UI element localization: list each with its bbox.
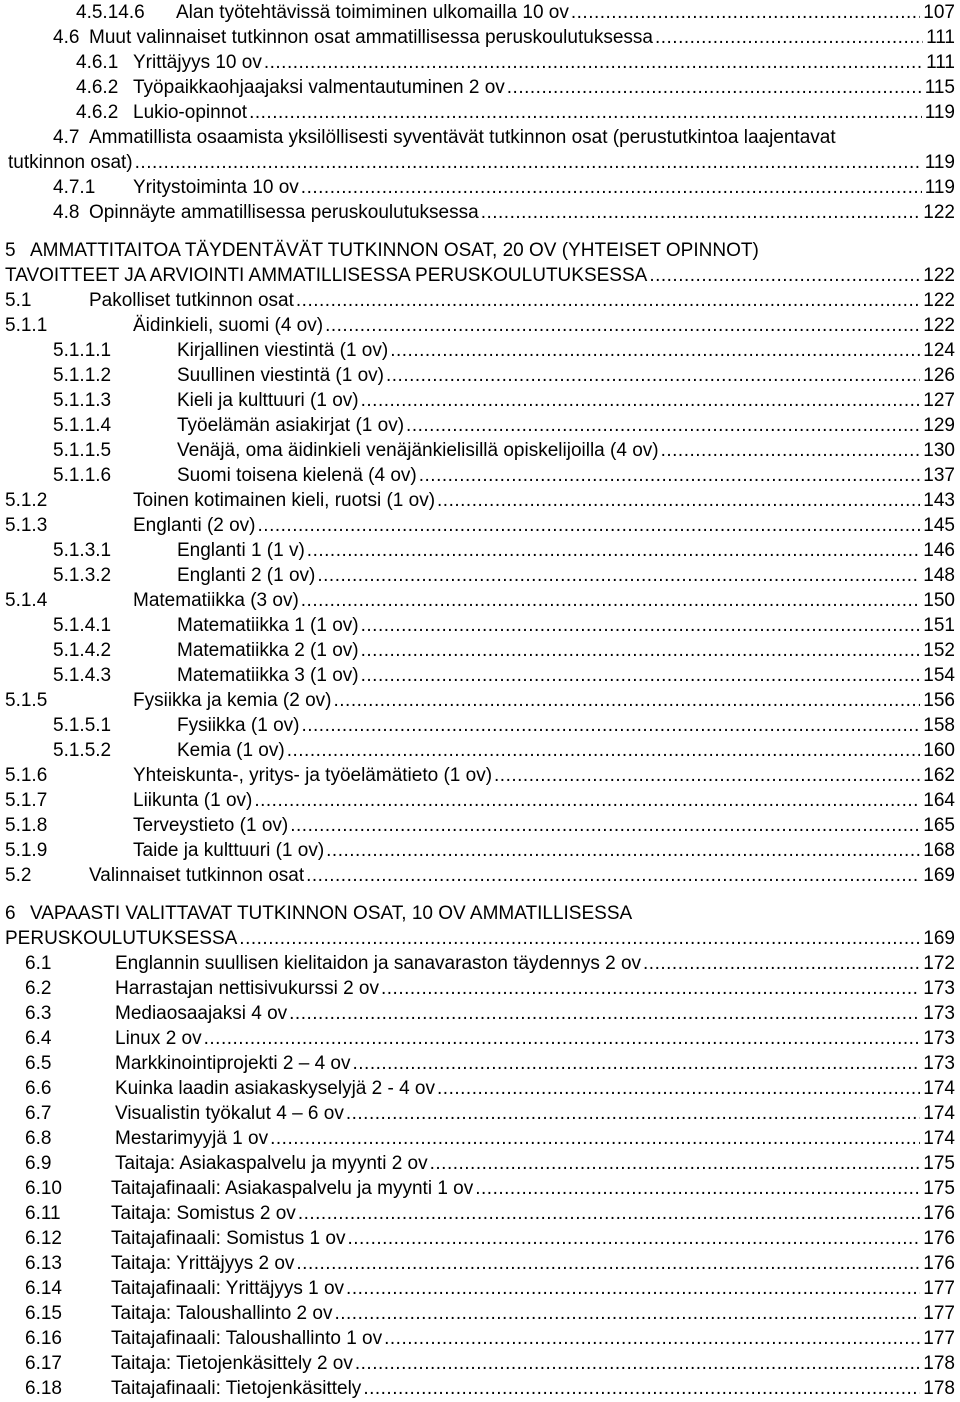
toc-entry-number: 5.1.3.2 xyxy=(53,565,112,586)
dot-leader xyxy=(404,413,920,438)
toc-entry-title: Suullinen viestintä (1 ov) xyxy=(177,365,384,386)
toc-entry[interactable] xyxy=(0,363,960,388)
dot-leader xyxy=(479,200,921,225)
toc-entry[interactable] xyxy=(0,25,960,50)
toc-entry-page: 173 xyxy=(923,978,955,999)
toc-entry-title: Yrittäjyys 10 ov xyxy=(133,52,262,73)
toc-entry[interactable] xyxy=(0,613,960,638)
toc-entry[interactable] xyxy=(0,663,960,688)
toc-entry-title: Valinnaiset tutkinnon osat xyxy=(89,865,305,886)
toc-entry-title: Taitajafinaali: Tietojenkäsittely xyxy=(111,1378,362,1399)
toc-entry-title: Taitaja: Taloushallinto 2 ov xyxy=(111,1303,333,1324)
dot-leader xyxy=(344,1101,920,1126)
dot-leader xyxy=(296,1201,920,1226)
toc-entry-page: 127 xyxy=(923,390,955,411)
toc-entry-title-continued: tutkinnon osat) xyxy=(8,152,133,173)
toc-entry-page: 156 xyxy=(923,690,955,711)
toc-entry-number: 6.12 xyxy=(25,1228,62,1249)
toc-entry[interactable] xyxy=(0,75,960,100)
dot-leader xyxy=(133,150,922,175)
toc-entry-number: 5.1.6 xyxy=(5,765,48,786)
toc-entry-page: 146 xyxy=(923,540,955,561)
dot-leader xyxy=(361,1376,920,1401)
toc-entry-page: 168 xyxy=(923,840,955,861)
toc-entry-page: 129 xyxy=(923,415,955,436)
toc-entry-number: 5.1.4.3 xyxy=(53,665,112,686)
toc-entry-title: Kieli ja kulttuuri (1 ov) xyxy=(177,390,359,411)
toc-entry[interactable] xyxy=(0,976,960,1001)
toc-entry[interactable] xyxy=(0,788,960,813)
dot-leader xyxy=(344,1276,920,1301)
toc-entry[interactable] xyxy=(0,50,960,75)
toc-entry[interactable] xyxy=(0,1176,960,1201)
toc-entry-title: Äidinkieli, suomi (4 ov) xyxy=(133,315,324,336)
toc-entry-title: Englanti 2 (1 ov) xyxy=(177,565,316,586)
toc-entry-page: 169 xyxy=(923,865,955,886)
toc-entry-continuation[interactable] xyxy=(0,263,960,288)
toc-entry-page: 111 xyxy=(926,27,955,48)
toc-entry[interactable] xyxy=(0,200,960,225)
toc-entry-page: 137 xyxy=(923,465,955,486)
toc-entry[interactable] xyxy=(0,688,960,713)
toc-entry-number: 5.1.1.3 xyxy=(53,390,112,411)
toc-entry[interactable] xyxy=(0,813,960,838)
toc-entry-page: 151 xyxy=(923,615,955,636)
toc-entry-number: 5.1.1 xyxy=(5,315,48,336)
toc-entry[interactable] xyxy=(0,0,960,25)
toc-entry[interactable] xyxy=(0,863,960,888)
toc-entry-number: 6.14 xyxy=(25,1278,62,1299)
toc-entry[interactable] xyxy=(0,1101,960,1126)
toc-entry[interactable] xyxy=(0,288,960,313)
toc-entry-number: 4.8 xyxy=(53,202,80,223)
toc-entry-number: 6.11 xyxy=(25,1203,61,1224)
toc-entry-number: 6.13 xyxy=(25,1253,62,1274)
toc-entry[interactable] xyxy=(0,238,960,263)
dot-leader xyxy=(285,738,921,763)
toc-entry[interactable] xyxy=(0,413,960,438)
toc-entry-page: 119 xyxy=(924,102,955,123)
toc-entry-number: 5.1.1.6 xyxy=(53,465,112,486)
toc-entry[interactable] xyxy=(0,838,960,863)
toc-entry-number: 6.15 xyxy=(25,1303,62,1324)
toc-entry-number: 5.1.4 xyxy=(5,590,48,611)
toc-entry[interactable] xyxy=(0,125,960,150)
toc-entry-page: 175 xyxy=(923,1153,955,1174)
toc-entry[interactable] xyxy=(0,313,960,338)
toc-entry-number: 5.1.5 xyxy=(5,690,48,711)
toc-entry-page: 162 xyxy=(923,765,955,786)
toc-entry-title: Taitaja: Asiakaspalvelu ja myynti 2 ov xyxy=(115,1153,428,1174)
toc-entry-title: Opinnäyte ammatillisessa peruskoulutuksessa xyxy=(89,202,479,223)
toc-entry-number: 6.9 xyxy=(25,1153,52,1174)
toc-entry-page: 107 xyxy=(923,2,955,23)
toc-entry-title: AMMATTITAITOA TÄYDENTÄVÄT TUTKINNON OSAT, 20 OV (YHTEISET OPINNOT) xyxy=(30,240,759,261)
toc-entry-continuation[interactable] xyxy=(0,926,960,951)
toc-entry-number: 5.1.3 xyxy=(5,515,48,536)
toc-entry-title: Matematiikka 3 (1 ov) xyxy=(177,665,359,686)
toc-entry[interactable] xyxy=(0,100,960,125)
toc-entry-page: 169 xyxy=(923,928,955,949)
toc-entry-page: 130 xyxy=(923,440,955,461)
toc-entry-title: Venäjä, oma äidinkieli venäjänkielisillä opiskelijoilla (4 ov) xyxy=(177,440,659,461)
toc-entry[interactable] xyxy=(0,1026,960,1051)
dot-leader xyxy=(323,313,920,338)
toc-entry-page: 143 xyxy=(923,490,955,511)
toc-entry[interactable] xyxy=(0,388,960,413)
toc-entry-number: 4.5.14.6 xyxy=(76,2,145,23)
toc-entry-title: Englannin suullisen kielitaidon ja sanavaraston täydennys 2 ov xyxy=(115,953,642,974)
toc-entry-page: 174 xyxy=(923,1078,955,1099)
dot-leader xyxy=(247,100,922,125)
toc-entry-number: 5.1.1.4 xyxy=(53,415,112,436)
dot-leader xyxy=(252,788,920,813)
toc-entry-number: 4.6 xyxy=(53,27,80,48)
toc-entry-page: 122 xyxy=(923,202,955,223)
toc-entry[interactable] xyxy=(0,538,960,563)
toc-entry-number: 5.1.8 xyxy=(5,815,48,836)
toc-entry[interactable] xyxy=(0,338,960,363)
dot-leader xyxy=(388,338,920,363)
toc-entry[interactable] xyxy=(0,1376,960,1401)
toc-entry-title: Työpaikkaohjaajaksi valmentautuminen 2 ov xyxy=(133,77,505,98)
dot-leader xyxy=(473,1176,920,1201)
dot-leader xyxy=(294,1251,920,1276)
toc-entry-page: 173 xyxy=(923,1028,955,1049)
dot-leader xyxy=(299,713,920,738)
toc-entry-number: 5 xyxy=(5,240,16,261)
toc-entry-title: Englanti 1 (1 v) xyxy=(177,540,305,561)
toc-entry-title: Harrastajan nettisivukurssi 2 ov xyxy=(115,978,379,999)
toc-entry-number: 5.1.9 xyxy=(5,840,48,861)
toc-entry-page: 164 xyxy=(923,790,955,811)
toc-entry-page: 176 xyxy=(923,1228,955,1249)
toc-entry-page: 152 xyxy=(923,640,955,661)
toc-entry[interactable] xyxy=(0,1351,960,1376)
toc-entry[interactable] xyxy=(0,1151,960,1176)
toc-entry-number: 4.6.2 xyxy=(76,102,119,123)
dot-leader xyxy=(256,513,921,538)
toc-entry[interactable] xyxy=(0,438,960,463)
toc-entry-title: Kuinka laadin asiakaskyselyjä 2 - 4 ov xyxy=(115,1078,436,1099)
dot-leader xyxy=(379,976,920,1001)
toc-entry-number: 6.7 xyxy=(25,1103,52,1124)
toc-entry-page: 174 xyxy=(923,1103,955,1124)
toc-entry-page: 122 xyxy=(923,265,955,286)
toc-entry-number: 5.1.1.5 xyxy=(53,440,112,461)
toc-entry-page: 119 xyxy=(924,177,955,198)
toc-entry-title: Liikunta (1 ov) xyxy=(133,790,253,811)
dot-leader xyxy=(647,263,920,288)
toc-entry-number: 6.10 xyxy=(25,1178,62,1199)
toc-entry-number: 4.7 xyxy=(53,127,80,148)
toc-entry[interactable] xyxy=(0,513,960,538)
toc-entry-page: 111 xyxy=(926,52,955,73)
toc-entry[interactable] xyxy=(0,175,960,200)
toc-entry-title: Alan työtehtävissä toimiminen ulkomailla 10 ov xyxy=(176,2,569,23)
toc-entry-number: 5.1.7 xyxy=(5,790,48,811)
toc-entry-number: 6.2 xyxy=(25,978,52,999)
toc-entry-title: Pakolliset tutkinnon osat xyxy=(89,290,294,311)
toc-entry-title: Kirjallinen viestintä (1 ov) xyxy=(177,340,389,361)
toc-entry-title: Matematiikka (3 ov) xyxy=(133,590,299,611)
dot-leader xyxy=(237,926,920,951)
dot-leader xyxy=(262,50,923,75)
toc-entry-number: 4.7.1 xyxy=(53,177,96,198)
dot-leader xyxy=(359,388,921,413)
toc-entry[interactable] xyxy=(0,638,960,663)
toc-entry-title: Markkinointiprojekti 2 – 4 ov xyxy=(115,1053,351,1074)
dot-leader xyxy=(359,663,921,688)
toc-entry-title: VAPAASTI VALITTAVAT TUTKINNON OSAT, 10 OV AMMATILLISESSA xyxy=(30,903,633,924)
toc-entry[interactable] xyxy=(0,1326,960,1351)
toc-entry-page: 176 xyxy=(923,1203,955,1224)
toc-entry-title: Lukio-opinnot xyxy=(133,102,248,123)
toc-entry-page: 178 xyxy=(923,1353,955,1374)
toc-entry-page: 122 xyxy=(923,315,955,336)
toc-entry[interactable] xyxy=(0,1301,960,1326)
dot-leader xyxy=(332,688,921,713)
toc-entry-title: Fysiikka (1 ov) xyxy=(177,715,300,736)
toc-entry[interactable] xyxy=(0,763,960,788)
toc-entry-title: Visualistin työkalut 4 – 6 ov xyxy=(115,1103,344,1124)
toc-entry-number: 5.1.5.1 xyxy=(53,715,112,736)
toc-entry-number: 6.18 xyxy=(25,1378,62,1399)
toc-entry-page: 174 xyxy=(923,1128,955,1149)
toc-entry-title: Linux 2 ov xyxy=(115,1028,202,1049)
toc-entry[interactable] xyxy=(0,1001,960,1026)
dot-leader xyxy=(202,1026,921,1051)
dot-leader xyxy=(359,638,921,663)
toc-entry-title: Terveystieto (1 ov) xyxy=(133,815,289,836)
toc-entry-title: Yritystoiminta 10 ov xyxy=(133,177,299,198)
dot-leader xyxy=(382,1326,920,1351)
toc-entry-page: 154 xyxy=(923,665,955,686)
dot-leader xyxy=(288,813,920,838)
toc-entry-title: Taitaja: Tietojenkäsittely 2 ov xyxy=(111,1353,353,1374)
toc-entry-page: 165 xyxy=(923,815,955,836)
toc-entry-title: Työelämän asiakirjat (1 ov) xyxy=(177,415,405,436)
dot-leader xyxy=(299,175,922,200)
toc-entry-title: Taitajafinaali: Asiakaspalvelu ja myynti 1 ov xyxy=(111,1178,474,1199)
toc-entry[interactable] xyxy=(0,1051,960,1076)
dot-leader xyxy=(417,463,921,488)
toc-entry-page: 177 xyxy=(923,1303,955,1324)
toc-entry-number: 5.1.1.2 xyxy=(53,365,112,386)
toc-entry-title: Taitajafinaali: Somistus 1 ov xyxy=(111,1228,346,1249)
toc-entry-number: 6.8 xyxy=(25,1128,52,1149)
dot-leader xyxy=(359,613,921,638)
toc-entry-page: 177 xyxy=(923,1328,955,1349)
dot-leader xyxy=(659,438,921,463)
toc-entry[interactable] xyxy=(0,1251,960,1276)
toc-entry-title-continued: PERUSKOULUTUKSESSA xyxy=(5,928,238,949)
toc-entry-page: 145 xyxy=(923,515,955,536)
toc-entry-number: 6.6 xyxy=(25,1078,52,1099)
toc-entry-title: Taitajafinaali: Yrittäjyys 1 ov xyxy=(111,1278,345,1299)
toc-entry-title: Taitajafinaali: Taloushallinto 1 ov xyxy=(111,1328,383,1349)
toc-entry-title: Mediaosaajaksi 4 ov xyxy=(115,1003,288,1024)
dot-leader xyxy=(287,1001,920,1026)
toc-entry-page: 175 xyxy=(923,1178,955,1199)
toc-entry-number: 6 xyxy=(5,903,16,924)
toc-entry-number: 4.6.1 xyxy=(76,52,119,73)
toc-entry-title: Kemia (1 ov) xyxy=(177,740,285,761)
toc-entry[interactable] xyxy=(0,1076,960,1101)
toc-entry-number: 5.1.2 xyxy=(5,490,48,511)
toc-entry-title: Matematiikka 1 (1 ov) xyxy=(177,615,359,636)
toc-entry-title: Matematiikka 2 (1 ov) xyxy=(177,640,359,661)
toc-entry-number: 6.16 xyxy=(25,1328,62,1349)
toc-entry-number: 4.6.2 xyxy=(76,77,119,98)
toc-entry-title: Muut valinnaiset tutkinnon osat ammatillisessa peruskoulutuksessa xyxy=(89,27,653,48)
toc-entry-page: 172 xyxy=(923,953,955,974)
toc-entry[interactable] xyxy=(0,563,960,588)
toc-entry-number: 6.17 xyxy=(25,1353,62,1374)
dot-leader xyxy=(351,1051,921,1076)
dot-leader xyxy=(315,563,920,588)
toc-entry-page: 122 xyxy=(923,290,955,311)
toc-entry-page: 124 xyxy=(923,340,955,361)
toc-entry-page: 158 xyxy=(923,715,955,736)
toc-entry[interactable] xyxy=(0,1276,960,1301)
toc-entry-title: Fysiikka ja kemia (2 ov) xyxy=(133,690,332,711)
dot-leader xyxy=(653,25,923,50)
toc-entry[interactable] xyxy=(0,738,960,763)
toc-entry[interactable] xyxy=(0,588,960,613)
toc-entry[interactable] xyxy=(0,1201,960,1226)
toc-entry-number: 5.1.5.2 xyxy=(53,740,112,761)
toc-entry-title: Mestarimyyjä 1 ov xyxy=(115,1128,269,1149)
toc-entry-page: 115 xyxy=(924,77,955,98)
toc-entry-title: Taitaja: Yrittäjyys 2 ov xyxy=(111,1253,295,1274)
toc-entry-number: 6.4 xyxy=(25,1028,52,1049)
toc-entry-title: Taitaja: Somistus 2 ov xyxy=(111,1203,296,1224)
dot-leader xyxy=(505,75,922,100)
dot-leader xyxy=(492,763,920,788)
toc-entry-number: 5.1.4.1 xyxy=(53,615,112,636)
toc-entry[interactable] xyxy=(0,951,960,976)
toc-entry-number: 5.2 xyxy=(5,865,32,886)
dot-leader xyxy=(569,0,920,25)
toc-entry-number: 6.3 xyxy=(25,1003,52,1024)
toc-entry-number: 5.1.4.2 xyxy=(53,640,112,661)
dot-leader xyxy=(641,951,920,976)
dot-leader xyxy=(435,1076,920,1101)
toc-entry-number: 5.1.3.1 xyxy=(53,540,112,561)
dot-leader xyxy=(435,488,920,513)
toc-entry-page: 178 xyxy=(923,1378,955,1399)
toc-entry-page: 160 xyxy=(923,740,955,761)
dot-leader xyxy=(294,288,920,313)
toc-entry-title: Ammatillista osaamista yksilöllisesti syventävät tutkinnon osat (perustutkintoa laajentavat xyxy=(89,127,836,148)
toc-entry-continuation[interactable] xyxy=(0,150,960,175)
dot-leader xyxy=(353,1351,920,1376)
toc-entry[interactable] xyxy=(0,1126,960,1151)
dot-leader xyxy=(332,1301,920,1326)
toc-entry-title: Suomi toisena kielenä (4 ov) xyxy=(177,465,417,486)
toc-entry-page: 119 xyxy=(924,152,955,173)
toc-entry-number: 5.1 xyxy=(5,290,32,311)
toc-entry-page: 177 xyxy=(923,1278,955,1299)
toc-entry-number: 6.1 xyxy=(25,953,52,974)
toc-entry-title: Englanti (2 ov) xyxy=(133,515,256,536)
dot-leader xyxy=(428,1151,921,1176)
toc-entry-title: Toinen kotimainen kieli, ruotsi (1 ov) xyxy=(133,490,436,511)
toc-entry-page: 148 xyxy=(923,565,955,586)
dot-leader xyxy=(305,538,921,563)
dot-leader xyxy=(268,1126,920,1151)
toc-entry[interactable] xyxy=(0,1226,960,1251)
toc-entry[interactable] xyxy=(0,901,960,926)
dot-leader xyxy=(324,838,920,863)
toc-entry-title: Yhteiskunta-, yritys- ja työelämätieto (1 ov) xyxy=(133,765,493,786)
toc-entry-number: 6.5 xyxy=(25,1053,52,1074)
toc-entry[interactable] xyxy=(0,713,960,738)
toc-entry-page: 173 xyxy=(923,1053,955,1074)
toc-entry-title: Taide ja kulttuuri (1 ov) xyxy=(133,840,325,861)
toc-entry-page: 150 xyxy=(923,590,955,611)
toc-entry-title-continued: TAVOITTEET JA ARVIOINTI AMMATILLISESSA PERUSKOULUTUKSESSA xyxy=(5,265,648,286)
toc-entry-page: 126 xyxy=(923,365,955,386)
dot-leader xyxy=(384,363,920,388)
toc-entry[interactable] xyxy=(0,463,960,488)
toc-entry-page: 176 xyxy=(923,1253,955,1274)
dot-leader xyxy=(299,588,921,613)
toc-entry-page: 173 xyxy=(923,1003,955,1024)
dot-leader xyxy=(345,1226,920,1251)
dot-leader xyxy=(304,863,920,888)
toc-entry-number: 5.1.1.1 xyxy=(53,340,112,361)
toc-entry[interactable] xyxy=(0,488,960,513)
